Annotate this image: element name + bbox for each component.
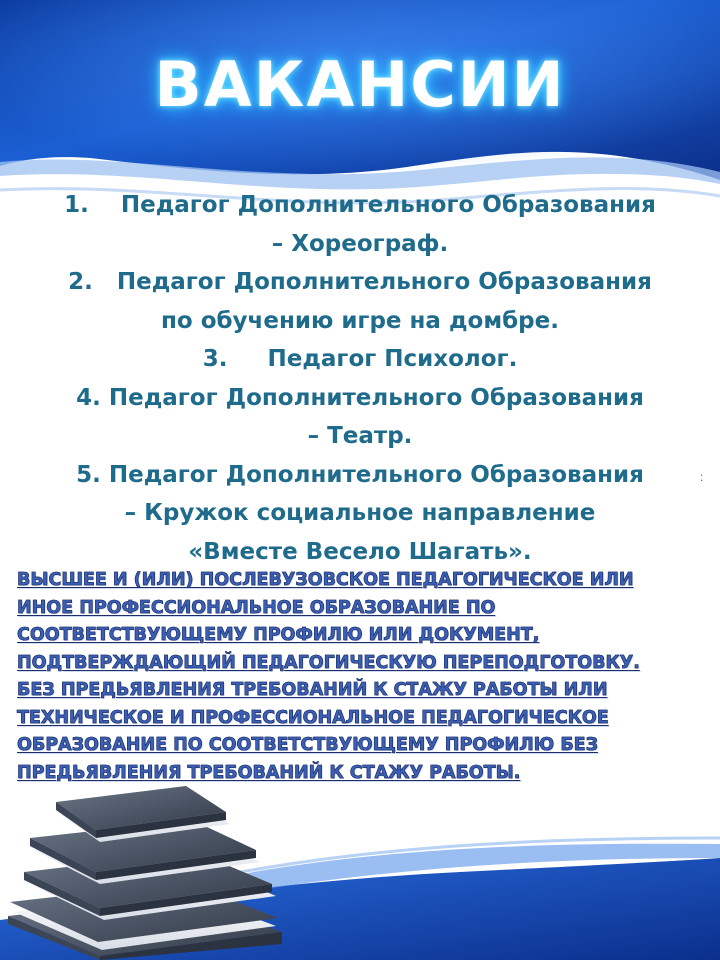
- vacancy-title: Педагог Дополнительного Образования: [116, 269, 652, 295]
- vacancy-list: [20, 186, 700, 571]
- list-item: [20, 379, 700, 418]
- stack-of-books-icon: [0, 784, 290, 960]
- list-item: [20, 340, 700, 379]
- vacancy-detail: – Кружок социальное направление: [124, 500, 596, 526]
- requirements-line: ТЕХНИЧЕСКОЕ И ПРОФЕССИОНАЛЬНОЕ ПЕДАГОГИЧЕСКОЕ: [17, 707, 609, 728]
- requirements-line: ПРЕДЬЯВЛЕНИЯ ТРЕБОВАНИЙ К СТАЖУ РАБОТЫ.: [17, 762, 521, 783]
- vacancy-detail: – Театр.: [307, 423, 413, 449]
- requirements-text: [17, 567, 717, 787]
- requirements-line: ВЫСШЕЕ И (ИЛИ) ПОСЛЕВУЗОВСКОЕ ПЕДАГОГИЧЕСКОЕ ИЛИ: [17, 570, 634, 590]
- item-number: 1.: [64, 192, 89, 218]
- requirements-line: ОБРАЗОВАНИЕ ПО СООТВЕТСТВУЮЩЕМУ ПРОФИЛЮ БЕЗ: [17, 735, 599, 755]
- vacancy-title: Педагог Дополнительного Образования: [108, 461, 644, 488]
- list-item: [20, 263, 700, 302]
- vacancy-title: Педагог Дополнительного Образования: [108, 384, 644, 411]
- vacancy-detail: по обучению игре на домбре.: [161, 307, 559, 334]
- vacancy-detail: «Вместе Весело Шагать».: [188, 538, 532, 565]
- vacancy-title: Педагог Психолог.: [267, 346, 518, 372]
- vacancy-detail: – Хореограф.: [271, 230, 449, 257]
- vacancy-title: Педагог Дополнительного Образования: [120, 192, 656, 218]
- stray-mark: :: [700, 470, 704, 484]
- requirements-line: БЕЗ ПРЕДЬЯВЛЕНИЯ ТРЕБОВАНИЙ К СТАЖУ РАБОТЫ ИЛИ: [17, 680, 608, 700]
- item-number: 2.: [68, 269, 93, 295]
- requirements-line: СООТВЕТСТВУЮЩЕМУ ПРОФИЛЮ ИЛИ ДОКУМЕНТ,: [17, 625, 540, 645]
- list-item: [20, 186, 700, 225]
- page-title: ВАКАНСИИ: [154, 48, 566, 121]
- requirements-line: ПОДТВЕРЖДАЮЩИЙ ПЕДАГОГИЧЕСКУЮ ПЕРЕПОДГОТОВКУ.: [17, 652, 640, 673]
- item-number: 3.: [202, 346, 228, 372]
- list-item: [20, 456, 700, 495]
- item-number: 5.: [76, 461, 101, 488]
- requirements-line: ИНОЕ ПРОФЕССИОНАЛЬНОЕ ОБРАЗОВАНИЕ ПО: [17, 597, 496, 618]
- item-number: 4.: [76, 384, 101, 411]
